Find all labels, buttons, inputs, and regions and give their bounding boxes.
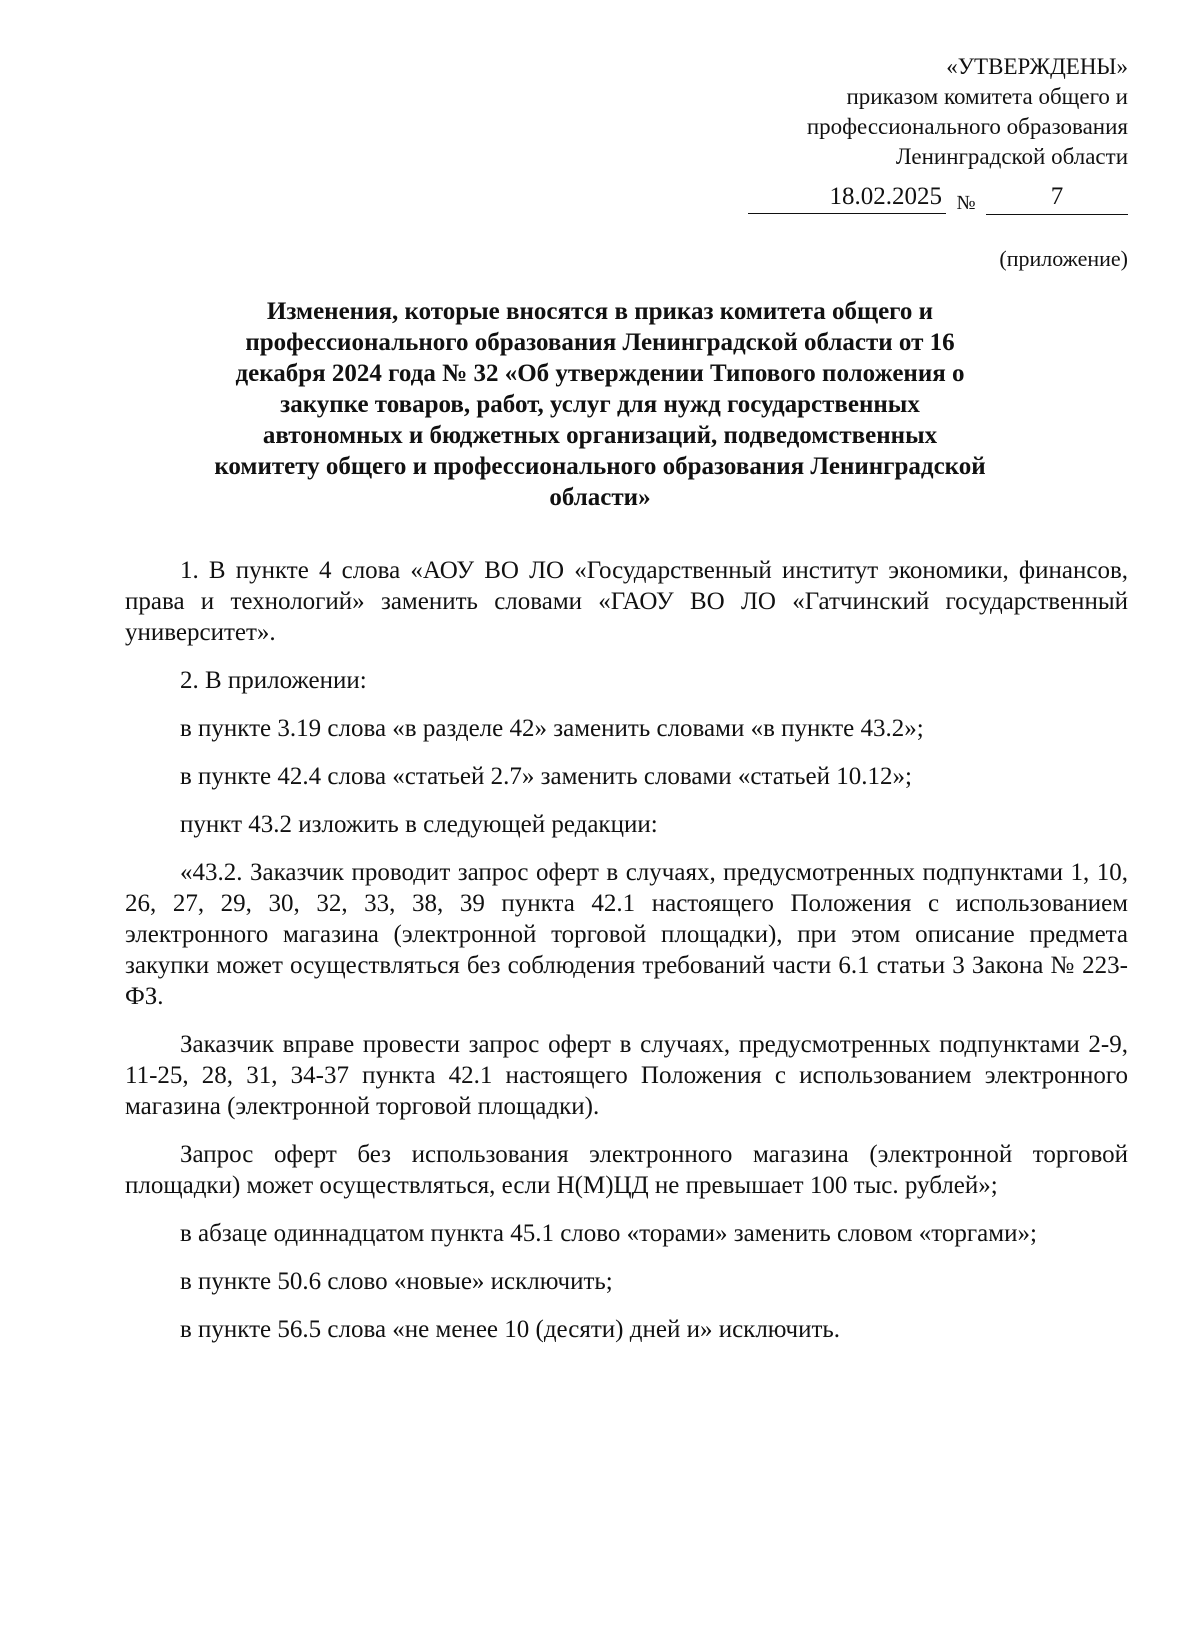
paragraph-item-1: 1. В пункте 4 слова «АОУ ВО ЛО «Государственный институт экономики, финансов, права и технологий» заменить словами «ГАОУ ВО ЛО «Гатчинский государственный университет». [125,557,1128,646]
date-number-line [748,180,1128,220]
title-line: закупке товаров, работ, услуг для нужд государственных [280,391,920,418]
order-line-3: Ленинградской области [895,144,1128,169]
title-line: Изменения, которые вносятся в приказ комитета общего и [266,298,934,325]
amendment-paragraph: в пункте 50.6 слово «новые» исключить; [180,1268,613,1295]
order-date: 18.02.2025 [748,180,946,214]
title-line: области» [549,484,651,511]
order-line-2: профессионального образования [806,114,1128,139]
amendment-paragraph: в абзаце одиннадцатом пункта 45.1 слово «торами» заменить словом «торгами»; [180,1220,1037,1247]
title-line: декабря 2024 года № 32 «Об утверждении Типового положения о [235,360,965,387]
amendment-paragraph: Заказчик вправе провести запрос оферт в случаях, предусмотренных подпунктами 2-9, 11-25, 28, 31, 34-37 пункта 42.1 настоящего Положения с использованием электронного магазина (электронной торговой площадки). [125,1031,1128,1120]
number-sign: № [956,192,976,214]
title-line: комитету общего и профессионального образования Ленинградской [214,453,986,480]
approved-heading: «УТВЕРЖДЕНЫ» [946,54,1128,79]
title-line: профессионального образования Ленинградской области от 16 [245,329,955,356]
document-body [125,555,1128,1362]
document-title [160,296,1040,513]
paragraph-item-2: 2. В приложении: [180,667,367,694]
appendix-label: (приложение) [999,246,1128,271]
order-number: 7 [986,180,1128,215]
title-line: автономных и бюджетных организаций, подведомственных [262,422,938,449]
amendment-paragraph: в пункте 3.19 слова «в разделе 42» заменить словами «в пункте 43.2»; [180,715,924,742]
amendment-paragraph: Запрос оферт без использования электронного магазина (электронной торговой площадки) может осуществляться, если Н(М)ЦД не превышает 100 тыс. рублей»; [125,1141,1128,1199]
approval-block [668,52,1128,172]
amendment-paragraph: в пункте 42.4 слова «статьей 2.7» заменить словами «статьей 10.12»; [180,763,912,790]
order-line-1: приказом комитета общего и [846,84,1128,109]
amendment-paragraph: «43.2. Заказчик проводит запрос оферт в случаях, предусмотренных подпунктами 1, 10, 26, 27, 29, 30, 32, 33, 38, 39 пункта 42.1 настоящего Положения с использованием электронного магазина (электронной торговой площадки), при этом описание предмета закупки может осуществляться без соблюдения требований части 6.1 статьи 3 Закона № 223-ФЗ. [125,859,1128,1010]
amendment-paragraph: в пункте 56.5 слова «не менее 10 (десяти) дней и» исключить. [180,1316,841,1343]
amendment-paragraph: пункт 43.2 изложить в следующей редакции: [180,811,658,838]
